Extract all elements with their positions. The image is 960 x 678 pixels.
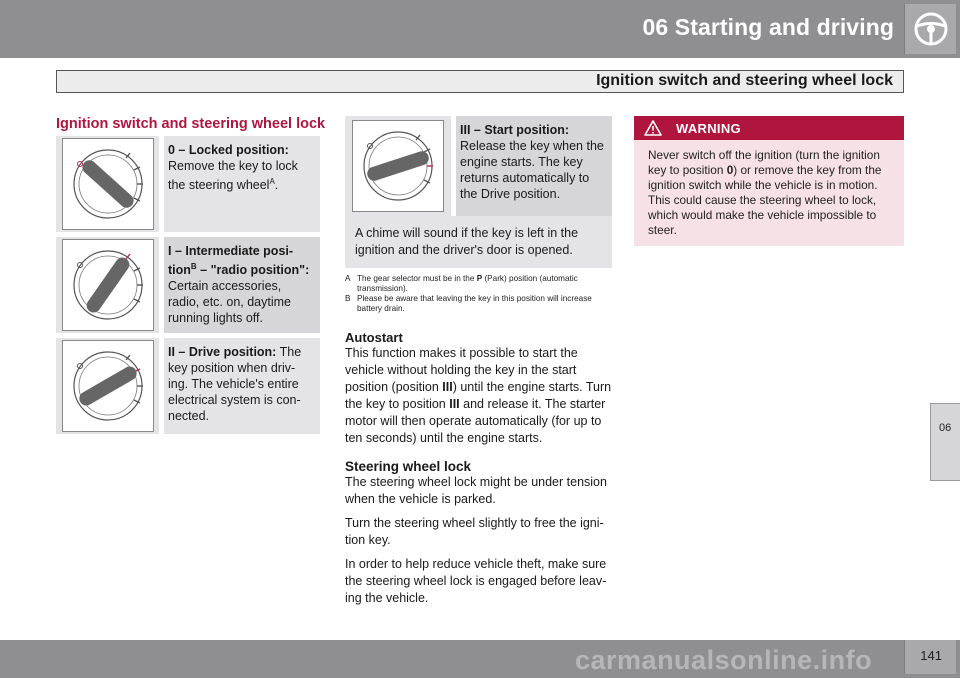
footer-bar: [0, 640, 960, 678]
steering-lock-heading: Steering wheel lock: [345, 459, 472, 474]
ignition-switch-locked-icon: [68, 144, 148, 224]
warning-label: WARNING: [676, 120, 741, 136]
section-title: Ignition switch and steering wheel lock: [596, 72, 893, 89]
autostart-bold-1: III: [442, 380, 453, 394]
position-3-title: III – Start position:: [460, 123, 570, 137]
middle-column: [345, 116, 612, 607]
ignition-switch-intermediate-icon: [68, 245, 148, 325]
autostart-heading: Autostart: [345, 330, 403, 345]
right-column: [634, 116, 904, 246]
position-2-illustration: [56, 338, 159, 434]
position-1-illustration: [56, 237, 159, 333]
section-header-bar: [56, 70, 904, 93]
left-column: [56, 116, 326, 439]
chapter-title: 06 Starting and driving: [642, 14, 894, 40]
article-heading: Ignition switch and steering wheel lock: [56, 116, 326, 132]
autostart-bold-2: III: [449, 397, 460, 411]
chapter-icon-box: [904, 4, 956, 54]
position-0-illustration: [56, 136, 159, 232]
footnotes: [345, 274, 612, 314]
position-1-title: I – Intermediate posi-tion: [168, 244, 294, 278]
position-1-row: [56, 237, 320, 333]
steering-wheel-icon: [913, 11, 949, 47]
position-2-description: The key position when driv-ing. The vehicle's entire electrical system is con-nected.: [168, 345, 302, 423]
page-number: 141: [920, 648, 942, 663]
autostart-text-3: and release it. The starter motor will then operate automatically (for up to ten seconds) until the engine starts.: [345, 397, 606, 445]
steering-lock-paragraph-1: The steering wheel lock might be under tension when the vehicle is parked.: [345, 475, 607, 506]
autostart-text-2: ) until the engine starts. Turn the key to position: [345, 380, 612, 411]
footnote-a: [345, 274, 612, 294]
steering-lock-paragraph-3: In order to help reduce vehicle theft, make sure the steering wheel lock is engaged before leav-ing the vehicle.: [345, 557, 607, 605]
footnote-a-bold: P: [476, 274, 483, 283]
page-number-box: [904, 640, 956, 674]
footnote-a-text: The gear selector must be in the: [357, 274, 477, 283]
position-3-illustration: [345, 116, 451, 216]
warning-bold: 0: [726, 163, 734, 177]
ignition-switch-start-icon: [358, 126, 438, 206]
autostart-paragraph: [345, 345, 612, 447]
footnote-b: [345, 294, 612, 314]
position-2-text: [164, 338, 320, 434]
header-bar: [0, 0, 960, 58]
footnote-ref-b: B: [190, 262, 197, 271]
position-0-title: 0 – Locked position:: [168, 143, 289, 157]
warning-body: [634, 140, 904, 246]
ignition-switch-drive-icon: [68, 346, 148, 426]
position-0-row: [56, 136, 320, 232]
position-2-title: II – Drive position:: [168, 345, 277, 359]
steering-lock-paragraph-2: Turn the steering wheel slightly to free the igni-tion key.: [345, 516, 604, 547]
position-3-row: [345, 116, 612, 216]
position-1-description: Certain accessories, radio, etc. on, daytime running lights off.: [168, 279, 291, 326]
chapter-side-tab: [930, 403, 960, 481]
position-0-text: [164, 136, 320, 232]
position-2-row: [56, 338, 320, 434]
warning-triangle-icon: [644, 120, 662, 136]
chime-note: A chime will sound if the key is left in the ignition and the driver's door is opened.: [345, 216, 612, 268]
position-3-text: [456, 116, 612, 216]
position-1-title-rest: – "radio position":: [196, 263, 310, 278]
warning-text-1: Never switch off the ignition (turn the ignition key to position: [648, 148, 880, 177]
chapter-side-tab-label: 06: [939, 422, 952, 434]
footnote-a-marker: A: [345, 274, 351, 283]
position-0-description: Remove the key to lock the steering wheel: [168, 159, 298, 193]
position-0-period: .: [274, 178, 279, 193]
footnote-b-marker: B: [345, 294, 351, 303]
footnote-ref-a: A: [269, 177, 275, 186]
warning-header: [634, 116, 904, 140]
footnote-a-text-rest: (Park) position (automatic transmission).: [357, 274, 578, 293]
position-3-description: Release the key when the engine starts. The key returns automatically to the Drive position.: [460, 139, 604, 201]
watermark: carmanualsonline.info: [575, 645, 873, 675]
position-1-text: [164, 237, 320, 333]
warning-text-2: ) or remove the key from the ignition switch while the vehicle is in motion. This could cause the steering wheel to lock, which would make the vehicle impossible to steer.: [648, 163, 882, 237]
autostart-text-1: This function makes it possible to start the vehicle without holding the key in the start position (position: [345, 346, 578, 394]
footnote-b-text: Please be aware that leaving the key in this position will increase battery drain.: [357, 294, 592, 313]
